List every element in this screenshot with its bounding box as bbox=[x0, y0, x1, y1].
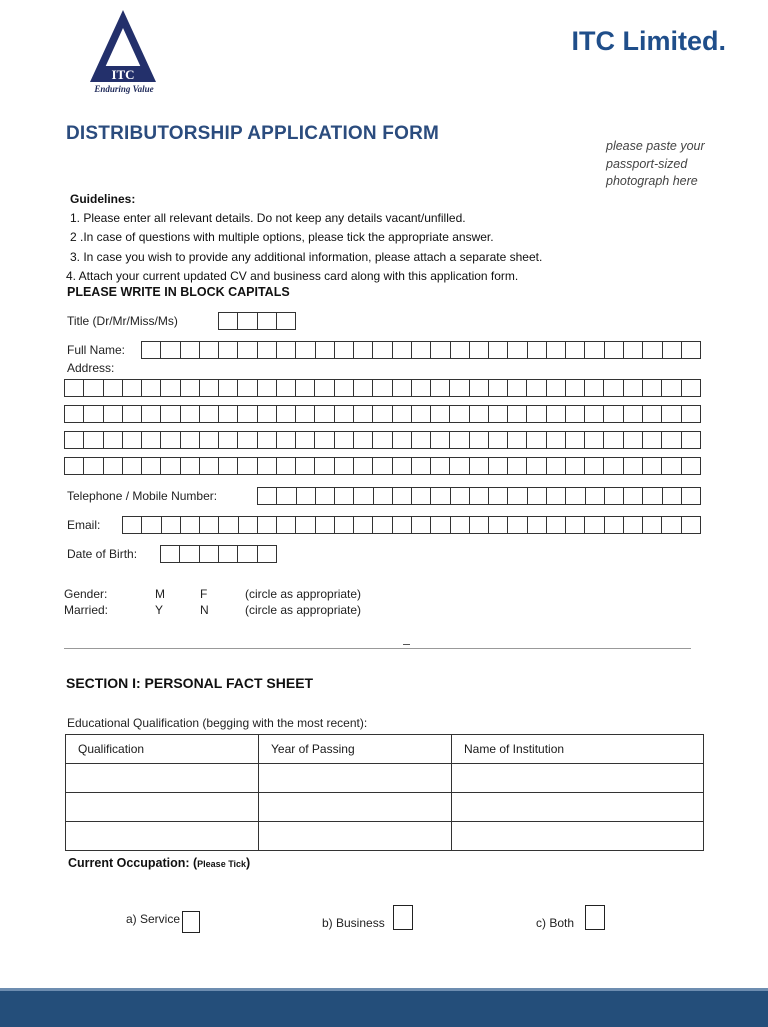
table-header-year: Year of Passing bbox=[259, 735, 452, 764]
table-cell[interactable] bbox=[452, 793, 704, 822]
service-checkbox[interactable] bbox=[182, 911, 200, 933]
table-cell[interactable] bbox=[452, 822, 704, 851]
education-label: Educational Qualification (begging with the most recent): bbox=[67, 716, 368, 730]
gender-option-f[interactable]: F bbox=[200, 587, 208, 601]
table-cell[interactable] bbox=[66, 793, 259, 822]
address-input-boxes-line4[interactable] bbox=[64, 457, 701, 475]
address-label: Address: bbox=[67, 361, 115, 375]
occupation-label-close: ) bbox=[246, 856, 251, 870]
table-cell[interactable] bbox=[259, 793, 452, 822]
occupation-option-service: a) Service bbox=[126, 912, 181, 926]
dob-label: Date of Birth: bbox=[67, 547, 138, 561]
table-row bbox=[66, 822, 704, 851]
guideline-item: 2 .In case of questions with multiple options, please tick the appropriate answer. bbox=[70, 230, 494, 244]
gender-circle-note: (circle as appropriate) bbox=[245, 587, 362, 601]
divider-mark bbox=[403, 644, 410, 645]
married-option-n[interactable]: N bbox=[200, 603, 209, 617]
table-cell[interactable] bbox=[259, 764, 452, 793]
guideline-item: 4. Attach your current updated CV and business card along with this application form. bbox=[66, 269, 519, 283]
occupation-option-business: b) Business bbox=[322, 916, 385, 930]
guidelines-heading: Guidelines: bbox=[70, 192, 136, 206]
occupation-option-both: c) Both bbox=[536, 916, 575, 930]
title-input-boxes[interactable] bbox=[218, 312, 296, 330]
business-checkbox[interactable] bbox=[393, 905, 413, 930]
guideline-item: 3. In case you wish to provide any additional information, please attach a separate sheet. bbox=[70, 250, 543, 264]
occupation-label bbox=[68, 856, 250, 870]
table-cell[interactable] bbox=[66, 764, 259, 793]
section-divider bbox=[64, 648, 691, 649]
table-header-institution: Name of Institution bbox=[452, 735, 704, 764]
logo-mark-text: ITC bbox=[111, 67, 135, 82]
table-header-qualification: Qualification bbox=[66, 735, 259, 764]
education-table bbox=[65, 734, 704, 851]
photo-placeholder-note[interactable]: please paste your passport-sized photograph here bbox=[606, 139, 705, 188]
email-label: Email: bbox=[67, 518, 101, 532]
company-name: ITC Limited. bbox=[571, 26, 726, 56]
full-name-input-boxes[interactable] bbox=[141, 341, 701, 359]
married-circle-note: (circle as appropriate) bbox=[245, 603, 362, 617]
occupation-label-text: Current Occupation: ( bbox=[68, 856, 198, 870]
table-cell[interactable] bbox=[66, 822, 259, 851]
section-1-title: SECTION I: PERSONAL FACT SHEET bbox=[66, 675, 314, 691]
guideline-item: 1. Please enter all relevant details. Do not keep any details vacant/unfilled. bbox=[70, 211, 466, 225]
both-checkbox[interactable] bbox=[585, 905, 605, 930]
married-option-y[interactable]: Y bbox=[155, 603, 164, 617]
block-capitals-note: PLEASE WRITE IN BLOCK CAPITALS bbox=[67, 285, 290, 299]
table-row bbox=[66, 764, 704, 793]
address-input-boxes-line1[interactable] bbox=[64, 379, 701, 397]
email-input-boxes[interactable] bbox=[122, 516, 701, 534]
table-cell[interactable] bbox=[452, 764, 704, 793]
logo-tagline: Enduring Value bbox=[94, 84, 154, 94]
table-header-row bbox=[66, 735, 704, 764]
telephone-label: Telephone / Mobile Number: bbox=[67, 489, 218, 503]
telephone-input-boxes[interactable] bbox=[257, 487, 701, 505]
gender-label: Gender: bbox=[64, 587, 108, 601]
gender-option-m[interactable]: M bbox=[155, 587, 165, 601]
table-row bbox=[66, 793, 704, 822]
title-field-label: Title (Dr/Mr/Miss/Ms) bbox=[67, 314, 178, 328]
married-label: Married: bbox=[64, 603, 109, 617]
form-title: DISTRIBUTORSHIP APPLICATION FORM bbox=[66, 123, 440, 144]
dob-input-boxes[interactable] bbox=[160, 545, 277, 563]
full-name-label: Full Name: bbox=[67, 343, 126, 357]
address-input-boxes-line2[interactable] bbox=[64, 405, 701, 423]
table-cell[interactable] bbox=[259, 822, 452, 851]
footer-bar bbox=[0, 988, 768, 1027]
address-input-boxes-line3[interactable] bbox=[64, 431, 701, 449]
occupation-tick-note: Please Tick bbox=[197, 859, 247, 869]
